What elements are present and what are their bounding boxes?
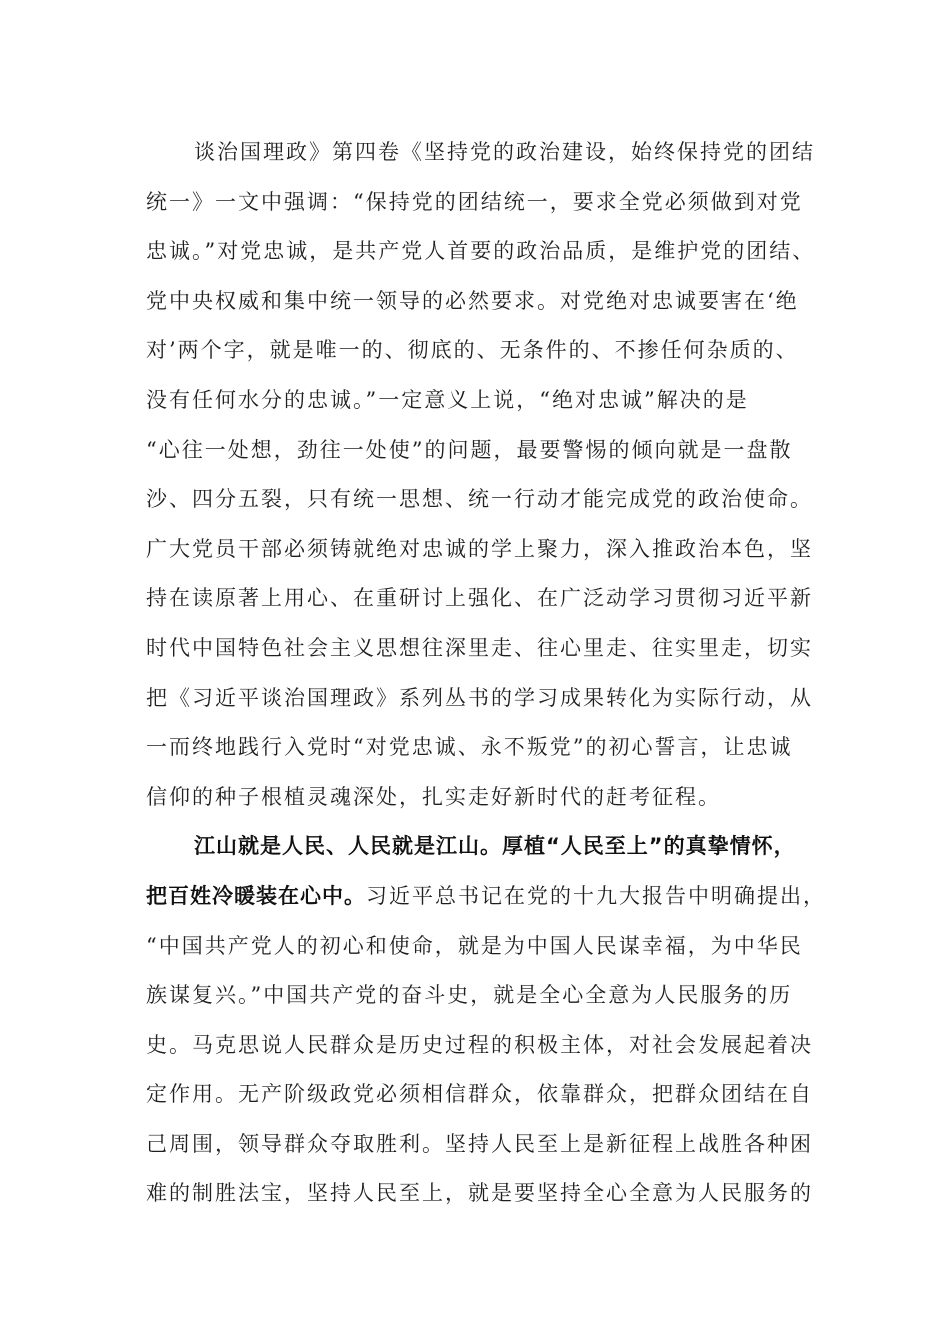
text-line: 族谋复兴。”中国共产党的奋斗史，就是全心全意为人民服务的历 <box>146 983 793 1008</box>
text-line: 统一》一文中强调：“保持党的团结统一，要求全党必须做到对党 <box>146 189 803 214</box>
paragraph-heading-line <box>146 822 826 872</box>
text-line: 忠诚。”对党忠诚，是共产党人首要的政治品质，是维护党的团结、 <box>146 239 816 264</box>
text-line: 时代中国特色社会主义思想往深里走、往心里走、往实里走，切实 <box>146 635 813 660</box>
text-line <box>146 872 826 922</box>
text-line: 沙、四分五裂，只有统一思想、统一行动才能完成党的政治使命。 <box>146 487 813 512</box>
text-line: 广大党员干部必须铸就绝对忠诚的学上聚力，深入推政治本色，坚 <box>146 536 813 561</box>
document-body <box>146 128 826 1219</box>
text-line: 一而终地践行入党时“对党忠诚、永不叛党”的初心誓言，让忠诚 <box>146 735 793 760</box>
bold-heading-text: 江山就是人民、人民就是江山。厚植“人民至上”的真挚情怀， <box>194 834 796 859</box>
body-text: 习近平总书记在党的十九大报告中明确提出， <box>366 883 826 908</box>
text-line: 史。马克思说人民群众是历史过程的积极主体，对社会发展起着决 <box>146 1032 813 1057</box>
text-line: 对’两个字，就是唯一的、彻底的、无条件的、不掺任何杂质的、 <box>146 338 799 363</box>
text-line: 没有任何水分的忠诚。”一定意义上说，“绝对忠诚”解决的是 <box>146 387 749 412</box>
text-line: “心往一处想，劲往一处使”的问题，最要警惕的倾向就是一盘散 <box>146 437 793 462</box>
text-line: 谈治国理政》第四卷《坚持党的政治建设，始终保持党的团结 <box>194 140 815 164</box>
text-line: 把《习近平谈治国理政》系列丛书的学习成果转化为实际行动，从 <box>146 685 813 710</box>
text-line: 难的制胜法宝，坚持人民至上，就是要坚持全心全意为人民服务的 <box>146 1181 813 1206</box>
text-line: 信仰的种子根植灵魂深处，扎实走好新时代的赶考征程。 <box>146 784 721 809</box>
text-line: “中国共产党人的初心和使命，就是为中国人民谋幸福，为中华民 <box>146 933 803 958</box>
bold-heading-text: 把百姓冷暖装在心中。 <box>146 883 366 908</box>
text-line: 己周围，领导群众夺取胜利。坚持人民至上是新征程上战胜各种困 <box>146 1131 813 1156</box>
text-line: 持在读原著上用心、在重研讨上强化、在广泛动学习贯彻习近平新 <box>146 586 813 611</box>
text-line: 党中央权威和集中统一领导的必然要求。对党绝对忠诚要害在‘绝 <box>146 288 799 313</box>
text-line: 定作用。无产阶级政党必须相信群众，依靠群众，把群众团结在自 <box>146 1082 813 1107</box>
